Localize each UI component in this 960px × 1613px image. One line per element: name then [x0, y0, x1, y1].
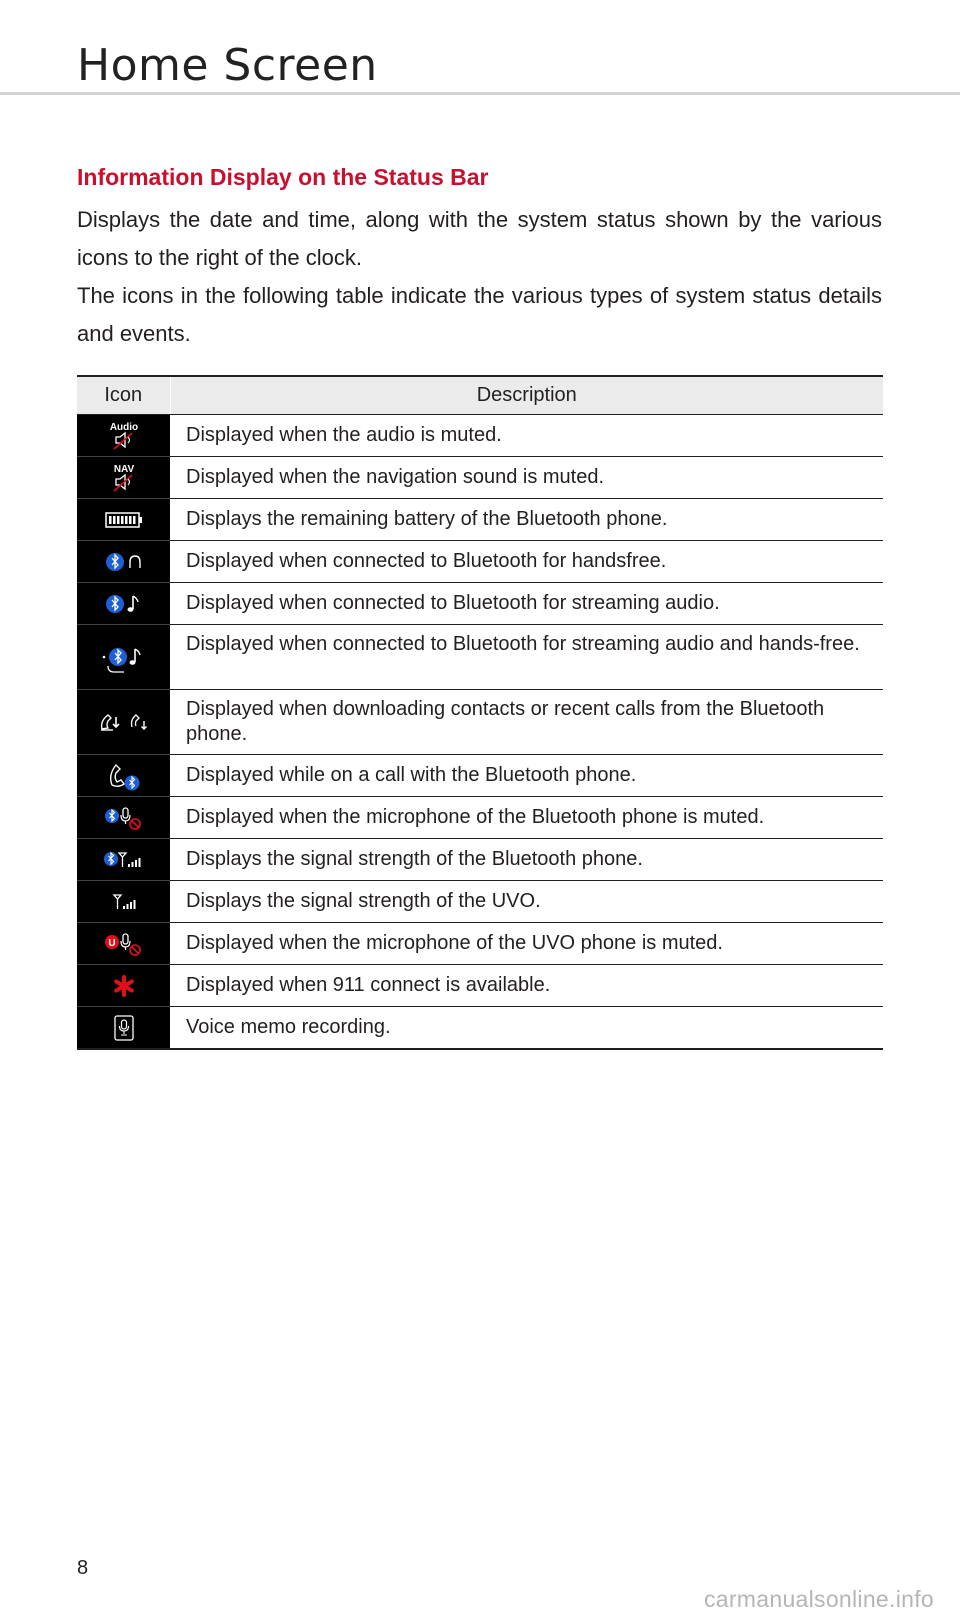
row-description: Displayed when connected to Bluetooth for handsfree.	[170, 541, 883, 583]
table-row	[77, 1007, 883, 1050]
bluetooth-audio-handsfree-icon	[100, 640, 148, 674]
bluetooth-signal-icon	[102, 846, 146, 874]
row-description: Displayed when the audio is muted.	[170, 415, 883, 457]
row-description: Displayed when connected to Bluetooth for streaming audio and hands-free.	[170, 625, 883, 690]
audio-mute-icon	[102, 419, 146, 453]
page-number: 8	[77, 1557, 89, 1579]
table-row	[77, 923, 883, 965]
download-contacts-icon	[94, 705, 154, 739]
table-row	[77, 797, 883, 839]
status-icon-table	[77, 375, 883, 1050]
bluetooth-mic-mute-icon	[102, 803, 146, 833]
table-intro-paragraph: The icons in the following table indicate the various types of system status details and events.	[77, 283, 882, 346]
page-title: Home Screen	[77, 40, 378, 91]
row-description: Displayed when 911 connect is available.	[170, 965, 883, 1007]
connect-911-icon	[102, 972, 146, 1000]
table-row	[77, 690, 883, 755]
bluetooth-audio-icon	[102, 590, 146, 618]
row-description: Displays the signal strength of the Bluetooth phone.	[170, 839, 883, 881]
table-row	[77, 457, 883, 499]
svg-text:Audio: Audio	[109, 421, 138, 433]
table-header-row	[77, 376, 883, 415]
uvo-mic-mute-icon	[102, 929, 146, 959]
row-description: Voice memo recording.	[186, 1016, 391, 1038]
bluetooth-handsfree-icon	[102, 548, 146, 576]
table-row	[77, 881, 883, 923]
bluetooth-call-icon	[102, 759, 146, 793]
table-row	[77, 839, 883, 881]
column-header-icon: Icon	[77, 376, 170, 415]
battery-icon	[102, 508, 146, 532]
row-description: Displayed while on a call with the Bluetooth phone.	[170, 755, 883, 797]
table-row	[77, 625, 883, 690]
svg-text:NAV: NAV	[113, 463, 134, 475]
nav-mute-icon	[102, 461, 146, 495]
table-row	[77, 415, 883, 457]
row-description: Displayed when connected to Bluetooth for streaming audio.	[170, 583, 883, 625]
table-row	[77, 499, 883, 541]
section-heading: Information Display on the Status Bar	[77, 164, 489, 190]
signal-strength-icon	[102, 888, 146, 916]
svg-text:U: U	[107, 937, 116, 949]
table-row	[77, 541, 883, 583]
row-description: Displayed when the navigation sound is muted.	[170, 457, 883, 499]
table-row	[77, 965, 883, 1007]
row-description: Displays the remaining battery of the Bluetooth phone.	[170, 499, 883, 541]
table-row	[77, 583, 883, 625]
watermark: carmanualsonline.info	[703, 1586, 934, 1612]
voice-memo-icon	[102, 1012, 146, 1044]
row-description: Displays the signal strength of the UVO.	[170, 881, 883, 923]
intro-paragraph: Displays the date and time, along with the system status shown by the various icons to the right of the clock.	[77, 207, 882, 270]
row-description: Displayed when downloading contacts or recent calls from the Bluetooth phone.	[170, 690, 883, 755]
title-divider	[0, 92, 960, 95]
row-description: Displayed when the microphone of the Bluetooth phone is muted.	[170, 797, 883, 839]
row-description: Displayed when the microphone of the UVO phone is muted.	[170, 923, 883, 965]
column-header-description: Description	[170, 376, 883, 415]
table-row	[77, 755, 883, 797]
